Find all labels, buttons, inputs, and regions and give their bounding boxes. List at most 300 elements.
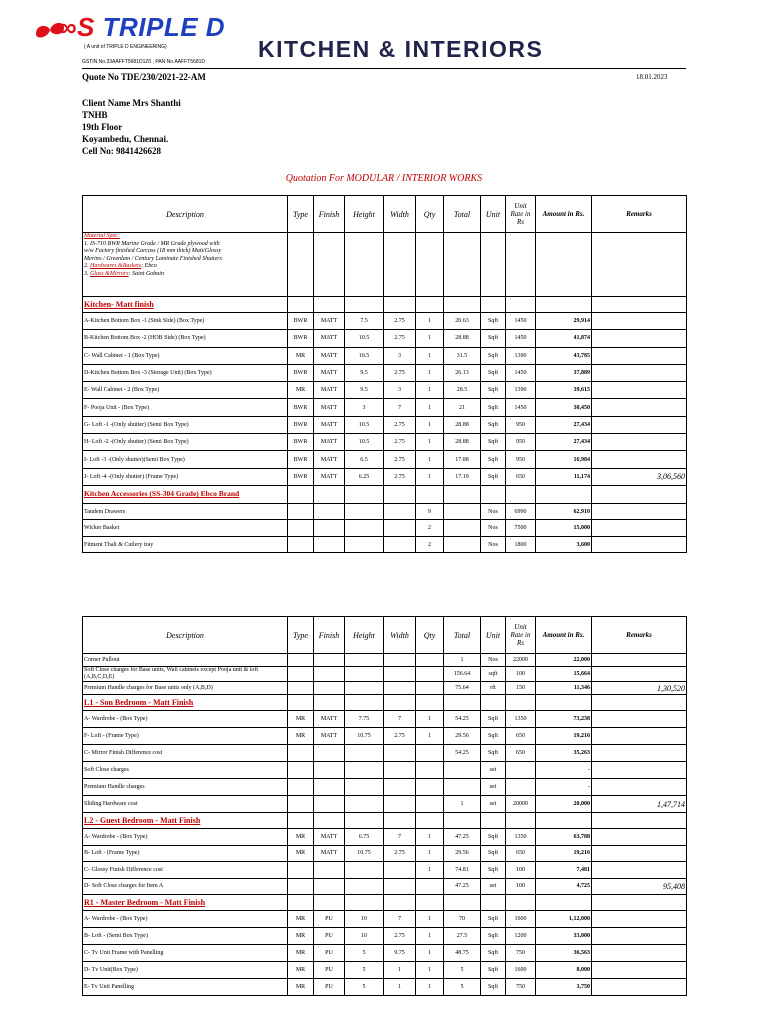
cell-remarks bbox=[592, 962, 687, 979]
table-row bbox=[83, 796, 687, 813]
cell-description: D- Tv Unit(Box Type) bbox=[83, 962, 288, 979]
header-qty: Qty bbox=[416, 196, 444, 233]
cell-finish bbox=[314, 682, 345, 695]
header-qty: Qty bbox=[416, 617, 444, 654]
cell-amount: 3,600 bbox=[536, 536, 592, 553]
cell-amount: 37,889 bbox=[536, 364, 592, 381]
cell-unit: Sqft bbox=[481, 347, 506, 364]
spec-line: w/w Factory finished Carcass (18 mm thick) Matt/Glossy bbox=[84, 248, 222, 254]
cell-description: Corner Pullout bbox=[83, 654, 288, 667]
cell-total bbox=[444, 762, 481, 779]
cell-finish bbox=[314, 503, 345, 520]
cell-rate: 1390 bbox=[506, 382, 536, 399]
cell-width bbox=[384, 667, 416, 682]
cell-width: 2.75 bbox=[384, 728, 416, 745]
cell-amount: 27,434 bbox=[536, 416, 592, 433]
cell-qty: 1 bbox=[416, 347, 444, 364]
cell-qty bbox=[416, 796, 444, 813]
cell-width bbox=[384, 654, 416, 667]
cell-description: G- Loft -1 -(Only shutter) (Semi Box Type) bbox=[83, 416, 288, 433]
cell-total: 17.88 bbox=[444, 451, 481, 468]
table-row bbox=[83, 962, 687, 979]
material-spec-cell bbox=[83, 233, 288, 297]
cell-width bbox=[384, 796, 416, 813]
cell-finish: PU bbox=[314, 945, 345, 962]
table-row bbox=[83, 536, 687, 553]
table-row bbox=[83, 862, 687, 879]
cell-unit: Nos bbox=[481, 536, 506, 553]
cell-qty bbox=[416, 762, 444, 779]
cell-amount: 7,481 bbox=[536, 862, 592, 879]
section-row bbox=[83, 895, 687, 911]
cell-rate: 950 bbox=[506, 434, 536, 451]
cell-remarks bbox=[592, 654, 687, 667]
cell-finish: MATT bbox=[314, 330, 345, 347]
cell-amount: 63,788 bbox=[536, 829, 592, 846]
cell-unit: Sqft bbox=[481, 364, 506, 381]
header-total: Total bbox=[444, 196, 481, 233]
header-description: Description bbox=[83, 196, 288, 233]
cell-finish bbox=[314, 796, 345, 813]
cell-width bbox=[384, 682, 416, 695]
cell-type: MR bbox=[288, 829, 314, 846]
cell-remarks bbox=[592, 434, 687, 451]
material-spec-row bbox=[83, 233, 687, 297]
cell-remarks bbox=[592, 416, 687, 433]
cell-remarks bbox=[592, 779, 687, 796]
quotation-table-2 bbox=[82, 616, 687, 996]
cell-total: 1 bbox=[444, 654, 481, 667]
cell-amount: 20,000 bbox=[536, 796, 592, 813]
cell-description: J- Loft -4 -(Only shutter) (Frame Type) bbox=[83, 468, 288, 485]
table-row bbox=[83, 364, 687, 381]
cell-height: 10 bbox=[345, 911, 384, 928]
cell-height: 6.5 bbox=[345, 451, 384, 468]
cell-height: 5 bbox=[345, 962, 384, 979]
cell-unit: Nos bbox=[481, 654, 506, 667]
cell-remarks bbox=[592, 451, 687, 468]
cell-qty: 1 bbox=[416, 962, 444, 979]
cell-total: 28.5 bbox=[444, 382, 481, 399]
cell-type: MR bbox=[288, 711, 314, 728]
cell-height: 10.75 bbox=[345, 728, 384, 745]
cell-remarks bbox=[592, 520, 687, 537]
cell-description: D-Kitchen Bottom Box -3 (Storage Unit) (Box Type) bbox=[83, 364, 288, 381]
cell-type: BWR bbox=[288, 330, 314, 347]
cell-rate bbox=[506, 779, 536, 796]
cell-qty: 1 bbox=[416, 382, 444, 399]
cell-unit: Sqft bbox=[481, 468, 506, 485]
cell-width: 2.75 bbox=[384, 928, 416, 945]
cell-width: 7 bbox=[384, 399, 416, 416]
cell-qty bbox=[416, 745, 444, 762]
cell-total: 5 bbox=[444, 979, 481, 996]
cell-amount: 19,216 bbox=[536, 728, 592, 745]
cell-finish: MATT bbox=[314, 347, 345, 364]
cell-rate: 1350 bbox=[506, 711, 536, 728]
cell-height bbox=[345, 796, 384, 813]
cell-remarks bbox=[592, 711, 687, 728]
cell-remarks bbox=[592, 347, 687, 364]
table-row bbox=[83, 416, 687, 433]
cell-height bbox=[345, 762, 384, 779]
cell-total: 75.64 bbox=[444, 682, 481, 695]
l2-rows bbox=[83, 829, 687, 895]
cell-unit: Sqft bbox=[481, 330, 506, 347]
cell-qty: 1 bbox=[416, 451, 444, 468]
company-name: ∞S TRIPLE D bbox=[58, 12, 226, 42]
cell-remarks bbox=[592, 845, 687, 862]
cell-finish bbox=[314, 878, 345, 895]
cell-unit: Nos bbox=[481, 503, 506, 520]
cell-description: B- Loft - (Frame Type) bbox=[83, 845, 288, 862]
cell-remarks bbox=[592, 762, 687, 779]
client-name: Client Name Mrs Shanthi bbox=[82, 98, 181, 108]
cell-unit: Sqft bbox=[481, 711, 506, 728]
cell-remarks bbox=[592, 503, 687, 520]
cell-width: 2.75 bbox=[384, 416, 416, 433]
cell-unit: set bbox=[481, 796, 506, 813]
cell-type bbox=[288, 520, 314, 537]
cell-type bbox=[288, 682, 314, 695]
cell-qty: 1 bbox=[416, 711, 444, 728]
cell-width: 2.75 bbox=[384, 434, 416, 451]
header-total: Total bbox=[444, 617, 481, 654]
cell-finish: MATT bbox=[314, 434, 345, 451]
header-unit-rate: Unit Rate in Rs bbox=[506, 617, 536, 654]
cell-type: BWR bbox=[288, 434, 314, 451]
cell-amount: 11,346 bbox=[536, 682, 592, 695]
cell-amount: 15,000 bbox=[536, 520, 592, 537]
cell-type: MR bbox=[288, 979, 314, 996]
cell-width bbox=[384, 878, 416, 895]
cell-amount: 29,914 bbox=[536, 313, 592, 330]
cell-height: 7.75 bbox=[345, 711, 384, 728]
gstin-line: GSTIN No.33AAFFT5681D1Z0 , PAN No.AAFFT5681D bbox=[82, 59, 206, 65]
cell-height: 10.5 bbox=[345, 347, 384, 364]
client-address-2: 19th Floor bbox=[82, 122, 123, 132]
cell-finish: PU bbox=[314, 928, 345, 945]
header-height: Height bbox=[345, 196, 384, 233]
cell-remarks bbox=[592, 911, 687, 928]
cell-finish: MATT bbox=[314, 364, 345, 381]
cell-amount: 22,000 bbox=[536, 654, 592, 667]
table-row bbox=[83, 399, 687, 416]
cell-unit: set bbox=[481, 779, 506, 796]
cell-type: BWR bbox=[288, 399, 314, 416]
header-width: Width bbox=[384, 617, 416, 654]
cell-finish: PU bbox=[314, 979, 345, 996]
cell-amount: 62,910 bbox=[536, 503, 592, 520]
cell-rate: 1600 bbox=[506, 962, 536, 979]
table-row bbox=[83, 520, 687, 537]
cell-amount: 41,874 bbox=[536, 330, 592, 347]
section-r1: R1 - Master Bedroom - Matt Finish bbox=[83, 895, 288, 911]
cell-total: 21 bbox=[444, 399, 481, 416]
cell-qty: 1 bbox=[416, 862, 444, 879]
table-row bbox=[83, 711, 687, 728]
table-row bbox=[83, 313, 687, 330]
cell-width: 2.75 bbox=[384, 451, 416, 468]
cell-height bbox=[345, 520, 384, 537]
cell-unit: set bbox=[481, 878, 506, 895]
table-row bbox=[83, 468, 687, 485]
cell-height: 5 bbox=[345, 945, 384, 962]
spec-line: 2. Hardwares &Baskets: Ebco bbox=[84, 263, 157, 269]
cell-description: F- Pooja Unit - (Box Type) bbox=[83, 399, 288, 416]
cell-total: 29.56 bbox=[444, 728, 481, 745]
cell-rate: 950 bbox=[506, 416, 536, 433]
cell-rate: 7500 bbox=[506, 520, 536, 537]
cell-height bbox=[345, 878, 384, 895]
cell-rate: 1450 bbox=[506, 364, 536, 381]
cell-type: MR bbox=[288, 945, 314, 962]
table-row bbox=[83, 911, 687, 928]
cell-qty: 1 bbox=[416, 845, 444, 862]
cell-finish: MATT bbox=[314, 399, 345, 416]
cell-finish: MATT bbox=[314, 728, 345, 745]
cell-finish bbox=[314, 536, 345, 553]
l1-rows bbox=[83, 711, 687, 813]
cell-unit: set bbox=[481, 762, 506, 779]
quotation-title: Quotation For MODULAR / INTERIOR WORKS bbox=[285, 173, 483, 184]
cell-unit: Sqft bbox=[481, 451, 506, 468]
cell-rate: 20000 bbox=[506, 796, 536, 813]
cell-width: 1 bbox=[384, 979, 416, 996]
header-unit: Unit bbox=[481, 196, 506, 233]
cell-qty: 1 bbox=[416, 330, 444, 347]
client-address-3: Koyambedu, Chennai. bbox=[82, 134, 169, 144]
cell-width: 2.75 bbox=[384, 313, 416, 330]
cell-height bbox=[345, 745, 384, 762]
cell-total: 5 bbox=[444, 962, 481, 979]
cell-rate: 1350 bbox=[506, 829, 536, 846]
cell-qty: 1 bbox=[416, 945, 444, 962]
kitchen-rows bbox=[83, 313, 687, 486]
spec-line: 1. IS-710 BWR Marine Grade / MR Grade plywood with bbox=[84, 240, 220, 247]
cell-description: C- Glossy Finish Difference cost bbox=[83, 862, 288, 879]
section-accessories: Kitchen Accessories (SS-304 Grade) Ebco Brand bbox=[83, 485, 288, 503]
cell-total: 47.25 bbox=[444, 878, 481, 895]
cell-finish bbox=[314, 779, 345, 796]
section-row bbox=[83, 813, 687, 829]
cell-width: 9.75 bbox=[384, 945, 416, 962]
cell-rate: 1800 bbox=[506, 536, 536, 553]
cell-remarks bbox=[592, 829, 687, 846]
cell-remarks: 1,47,714 bbox=[592, 796, 687, 813]
cell-description: Fitment Thali & Cutlery tray bbox=[83, 536, 288, 553]
cell-remarks bbox=[592, 536, 687, 553]
cell-total: 28.88 bbox=[444, 416, 481, 433]
section-row bbox=[83, 695, 687, 711]
cell-type: MR bbox=[288, 728, 314, 745]
cell-remarks bbox=[592, 364, 687, 381]
cell-amount: 8,000 bbox=[536, 962, 592, 979]
cell-finish: MATT bbox=[314, 451, 345, 468]
cell-amount: 43,785 bbox=[536, 347, 592, 364]
cell-remarks bbox=[592, 745, 687, 762]
cell-amount: 36,563 bbox=[536, 945, 592, 962]
section-row bbox=[83, 485, 687, 503]
cell-description: Soft Close charges bbox=[83, 762, 288, 779]
cell-qty: 1 bbox=[416, 434, 444, 451]
cell-height: 6.25 bbox=[345, 468, 384, 485]
cell-amount: 73,238 bbox=[536, 711, 592, 728]
cell-qty bbox=[416, 667, 444, 682]
table-row bbox=[83, 451, 687, 468]
cell-total: 1 bbox=[444, 796, 481, 813]
cell-height bbox=[345, 536, 384, 553]
cell-description: C- Wall Cabinet - 1 (Box Type) bbox=[83, 347, 288, 364]
cell-qty: 1 bbox=[416, 313, 444, 330]
cell-type bbox=[288, 667, 314, 682]
table-header-row bbox=[83, 196, 687, 233]
cell-amount: 15,664 bbox=[536, 667, 592, 682]
table-row bbox=[83, 682, 687, 695]
cell-description: E- Tv Unit Panelling bbox=[83, 979, 288, 996]
cell-total: 17.19 bbox=[444, 468, 481, 485]
company-tagline: KITCHEN & INTERIORS bbox=[258, 36, 544, 62]
cell-qty: 1 bbox=[416, 364, 444, 381]
table-row bbox=[83, 728, 687, 745]
cell-rate: 1450 bbox=[506, 313, 536, 330]
cell-amount: - bbox=[536, 762, 592, 779]
cell-rate: 1200 bbox=[506, 928, 536, 945]
cell-type: MR bbox=[288, 962, 314, 979]
cell-unit: Sqft bbox=[481, 979, 506, 996]
cell-rate: 150 bbox=[506, 682, 536, 695]
cell-description: I- Loft -3 -(Only shutter)(Semi Box Type) bbox=[83, 451, 288, 468]
cell-finish: MATT bbox=[314, 313, 345, 330]
cell-remarks bbox=[592, 313, 687, 330]
cell-height bbox=[345, 667, 384, 682]
spec-line: 3. Glass &Mirrors: Saint Gobain bbox=[84, 270, 164, 277]
cell-unit: rft bbox=[481, 682, 506, 695]
cell-rate bbox=[506, 762, 536, 779]
cell-rate: 750 bbox=[506, 979, 536, 996]
cell-finish bbox=[314, 762, 345, 779]
cell-finish bbox=[314, 654, 345, 667]
cell-qty bbox=[416, 682, 444, 695]
header-finish: Finish bbox=[314, 196, 345, 233]
cell-height: 10.5 bbox=[345, 434, 384, 451]
header-type: Type bbox=[288, 196, 314, 233]
cell-type: BWR bbox=[288, 451, 314, 468]
quote-number: Quote No TDE/230/2021-22-AM bbox=[82, 72, 206, 82]
cell-description: F- Loft - (Frame Type) bbox=[83, 728, 288, 745]
cell-qty: 2 bbox=[416, 536, 444, 553]
cell-amount: 3,750 bbox=[536, 979, 592, 996]
cell-qty: 1 bbox=[416, 979, 444, 996]
table-row bbox=[83, 762, 687, 779]
header-width: Width bbox=[384, 196, 416, 233]
cell-description: A-Kitchen Bottom Box -1 (Sink Side) (Box Type) bbox=[83, 313, 288, 330]
cell-unit: Sqft bbox=[481, 728, 506, 745]
cell-height: 7.5 bbox=[345, 313, 384, 330]
cell-unit: Sqft bbox=[481, 845, 506, 862]
cell-total: 20.63 bbox=[444, 313, 481, 330]
cell-unit: Sqft bbox=[481, 313, 506, 330]
cell-remarks bbox=[592, 945, 687, 962]
table-row bbox=[83, 745, 687, 762]
r1-rows bbox=[83, 911, 687, 996]
accessory-rows bbox=[83, 503, 687, 553]
cell-width: 2.75 bbox=[384, 845, 416, 862]
header-description: Description bbox=[83, 617, 288, 654]
cell-amount: 30,450 bbox=[536, 399, 592, 416]
cell-unit: Sqft bbox=[481, 911, 506, 928]
cell-rate: 950 bbox=[506, 451, 536, 468]
cell-amount: - bbox=[536, 779, 592, 796]
cell-height: 10 bbox=[345, 928, 384, 945]
cell-remarks bbox=[592, 399, 687, 416]
cell-width bbox=[384, 779, 416, 796]
cell-qty: 9 bbox=[416, 503, 444, 520]
table-row bbox=[83, 779, 687, 796]
cell-height: 9.5 bbox=[345, 382, 384, 399]
table-row bbox=[83, 503, 687, 520]
cell-finish: PU bbox=[314, 962, 345, 979]
cell-qty: 1 bbox=[416, 416, 444, 433]
table-row bbox=[83, 434, 687, 451]
cell-height: 10.5 bbox=[345, 330, 384, 347]
cell-total: 54.25 bbox=[444, 711, 481, 728]
cell-rate: 650 bbox=[506, 845, 536, 862]
cell-rate: 650 bbox=[506, 728, 536, 745]
header-unit-rate: Unit Rate in Rs bbox=[506, 196, 536, 233]
cell-amount: 35,263 bbox=[536, 745, 592, 762]
section-row bbox=[83, 297, 687, 313]
cell-description: E- Wall Cabinet - 2 (Box Type) bbox=[83, 382, 288, 399]
cell-width bbox=[384, 503, 416, 520]
cell-unit: Sqft bbox=[481, 416, 506, 433]
cell-qty: 1 bbox=[416, 928, 444, 945]
cell-width: 3 bbox=[384, 382, 416, 399]
cell-amount: 16,984 bbox=[536, 451, 592, 468]
header-remarks: Remarks bbox=[592, 196, 687, 233]
header-height: Height bbox=[345, 617, 384, 654]
cell-rate: 100 bbox=[506, 862, 536, 879]
cell-type bbox=[288, 878, 314, 895]
cell-width bbox=[384, 862, 416, 879]
cell-remarks bbox=[592, 862, 687, 879]
cell-rate: 1600 bbox=[506, 911, 536, 928]
table-row bbox=[83, 945, 687, 962]
quote-date: 18.01.2023 bbox=[636, 73, 668, 81]
cell-remarks bbox=[592, 928, 687, 945]
table-row bbox=[83, 979, 687, 996]
table-row bbox=[83, 382, 687, 399]
cell-total: 31.5 bbox=[444, 347, 481, 364]
cell-finish bbox=[314, 745, 345, 762]
cell-height bbox=[345, 779, 384, 796]
cell-total: 27.5 bbox=[444, 928, 481, 945]
cell-type bbox=[288, 796, 314, 813]
quotation-table-1 bbox=[82, 195, 687, 553]
cell-amount: 19,216 bbox=[536, 845, 592, 862]
cell-type: BWR bbox=[288, 468, 314, 485]
misc-rows bbox=[83, 654, 687, 695]
cell-type bbox=[288, 862, 314, 879]
cell-rate: 100 bbox=[506, 878, 536, 895]
cell-qty: 1 bbox=[416, 728, 444, 745]
cell-height bbox=[345, 682, 384, 695]
cell-width: 3 bbox=[384, 347, 416, 364]
cell-type: MR bbox=[288, 347, 314, 364]
cell-total: 29.56 bbox=[444, 845, 481, 862]
table-row bbox=[83, 878, 687, 895]
cell-qty: 2 bbox=[416, 520, 444, 537]
